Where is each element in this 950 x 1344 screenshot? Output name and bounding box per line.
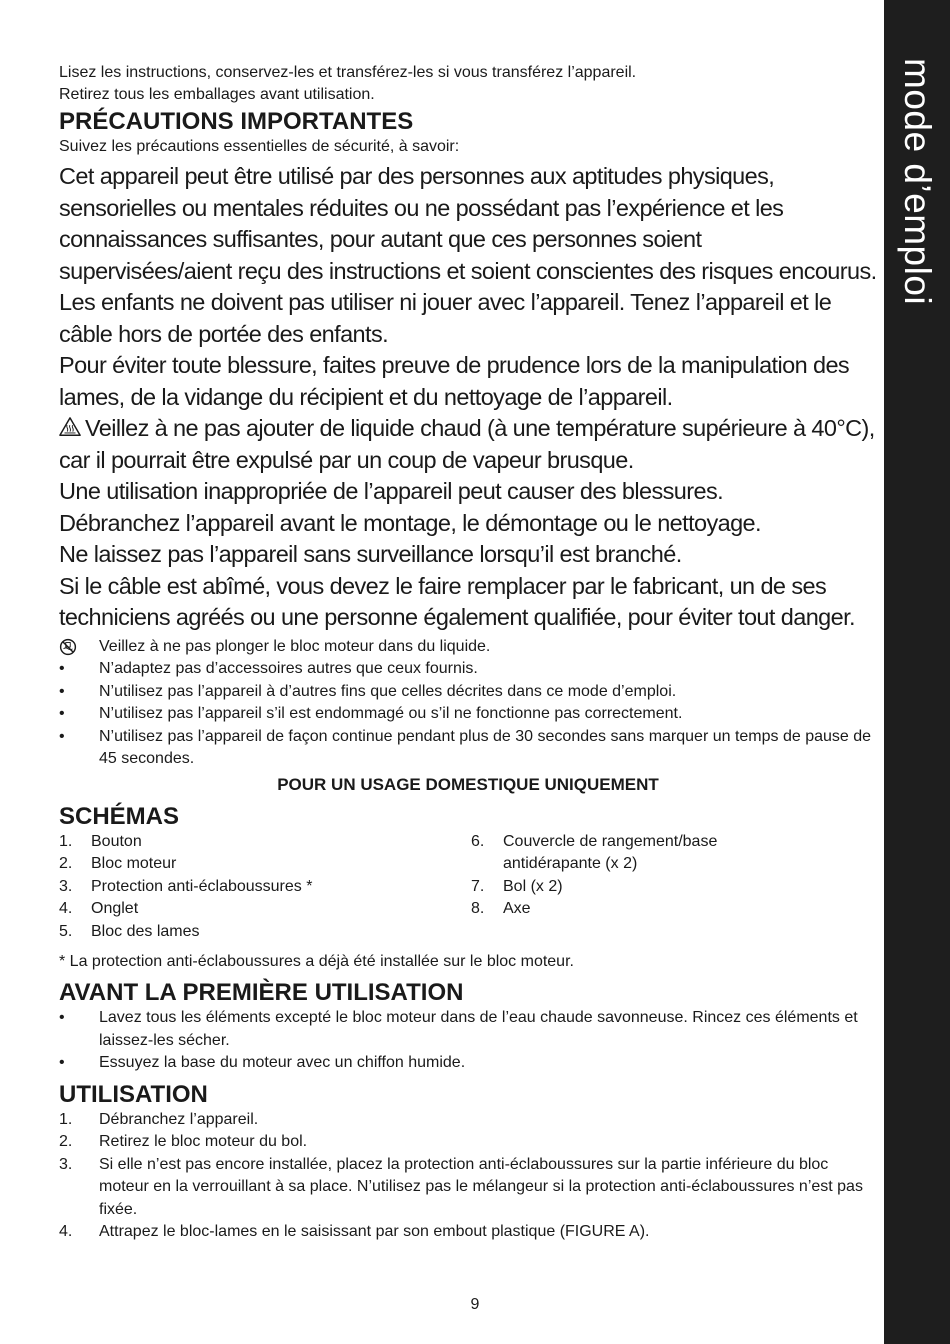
list-item-text: Veillez à ne pas plonger le bloc moteur dans du liquide. (99, 637, 491, 655)
precautions-bullets (59, 636, 877, 771)
bullet: • (59, 705, 65, 722)
schemas-right-column (471, 831, 801, 944)
page-content (59, 62, 877, 1244)
side-tab-label: mode d’emploi (897, 58, 938, 306)
list-item (59, 681, 877, 704)
list-item-text: N’adaptez pas d’accessoires autres que ceux fournis. (99, 660, 478, 677)
list-item-text: Lavez tous les éléments excepté le bloc moteur dans de l’eau chaude savonneuse. Rincez ces éléments et laissez-les sécher. (99, 1009, 858, 1049)
bullet: • (59, 660, 65, 677)
intro-line: Retirez tous les emballages avant utilisation. (59, 86, 375, 103)
list-item: 5. Bloc des lames (59, 922, 200, 940)
precaution-paragraph: Cet appareil peut être utilisé par des personnes aux aptitudes physiques, sensorielles ou mentales réduites ou ne possédant pas l’expérience et les connaissances suffisantes, pour autant que ces personnes soient supervisées/aient reçu des instructions et soient conscientes des risques encourus. Les enfants ne doivent pas utiliser ni jouer avec l’appareil. Tenez l’appareil et le câble hors de portée des enfants. (59, 163, 877, 347)
intro (59, 62, 877, 106)
schemas-footnote: * La protection anti-éclaboussures a déjà été installée sur le bloc moteur. (59, 953, 574, 970)
hot-liquid-warning (59, 413, 877, 476)
list-item: 3. Si elle n’est pas encore installée, placez la protection anti-éclaboussures sur la partie inférieure du bloc moteur en la verrouillant à sa place. N’utilisez pas le mélangeur si la protection anti-éclaboussures n’est pas fixée. (59, 1155, 863, 1218)
list-item (59, 726, 877, 771)
list-item-text: Si elle n’est pas encore installée, placez la protection anti-éclaboussures sur la partie inférieure du bloc moteur en la verrouillant à sa place. N’utilisez pas le mélangeur si la protection anti-éclaboussures n’est pas fixée. (99, 1155, 863, 1218)
intro-line: Lisez les instructions, conservez-les et transférez-les si vous transférez l’appareil. (59, 64, 637, 81)
hot-liquid-warning-text: Veillez à ne pas ajouter de liquide chaud (à une température supérieure à 40°C), car il pourrait être expulsé par un coup de vapeur brusque. (59, 415, 875, 473)
usage-steps (59, 1109, 877, 1244)
list-item: 2. Retirez le bloc moteur du bol. (59, 1133, 308, 1150)
list-item (59, 658, 877, 681)
list-item (59, 636, 877, 659)
usage-title: UTILISATION (59, 1080, 208, 1108)
list-item: 1. Bouton (59, 832, 142, 850)
list-item (59, 1052, 877, 1075)
list-item-text: Essuyez la base du moteur avec un chiffon humide. (99, 1054, 466, 1071)
hot-surface-warning-icon (59, 416, 81, 438)
list-item: 8. Axe (471, 900, 531, 917)
schemas-left-column (59, 831, 471, 944)
list-item: 6. Couvercle de rangement/base antidérapante (x 2) (471, 832, 718, 872)
list-item-text: N’utilisez pas l’appareil à d’autres fins que celles décrites dans ce mode d’emploi. (99, 682, 677, 700)
do-not-immerse-icon (58, 638, 78, 656)
bullet: • (59, 1009, 65, 1026)
precaution-paragraph: Pour éviter toute blessure, faites preuve de prudence lors de la manipulation des lames, de la vidange du récipient et du nettoyage de l’appareil. (59, 352, 850, 410)
precaution-paragraph: Débranchez l’appareil avant le montage, le démontage ou le nettoyage. (59, 509, 761, 536)
schemas-list (59, 831, 877, 944)
domestic-use-notice: POUR UN USAGE DOMESTIQUE UNIQUEMENT (277, 774, 659, 794)
list-item: 4. Onglet (59, 900, 139, 917)
list-item: 1. Débranchez l’appareil. (59, 1110, 259, 1128)
precaution-paragraph: Si le câble est abîmé, vous devez le faire remplacer par le fabricant, un de ses techniciens agréés ou une personne également qualifiée, pour éviter tout danger. (59, 572, 855, 630)
first-use-bullets (59, 1007, 877, 1075)
first-use-title: AVANT LA PREMIÈRE UTILISATION (59, 979, 464, 1006)
bullet: • (59, 682, 65, 700)
list-item (59, 703, 877, 726)
list-item-text: N’utilisez pas l’appareil de façon continue pendant plus de 30 secondes sans marquer un temps de pause de 45 secondes. (99, 727, 872, 767)
precaution-paragraph: Une utilisation inappropriée de l’appareil peut causer des blessures. (59, 478, 724, 504)
list-item: 3. Protection anti-éclaboussures * (59, 877, 313, 895)
schemas-title: SCHÉMAS (59, 802, 180, 830)
page-number: 9 (470, 1296, 480, 1313)
list-item-text: Débranchez l’appareil. (99, 1110, 259, 1128)
precautions-subtitle: Suivez les précautions essentielles de sécurité, à savoir: (59, 138, 460, 155)
list-item-text: Attrapez le bloc-lames en le saisissant par son embout plastique (FIGURE A). (99, 1223, 650, 1240)
list-item: 2. Bloc moteur (59, 855, 177, 872)
bullet: • (59, 1054, 65, 1071)
list-item-text: N’utilisez pas l’appareil s’il est endommagé ou s’il ne fonctionne pas correctement. (99, 705, 683, 722)
precautions-title: PRÉCAUTIONS IMPORTANTES (59, 108, 414, 135)
list-item (59, 1007, 877, 1052)
list-item: 7. Bol (x 2) (471, 877, 563, 895)
bullet: • (59, 727, 65, 745)
precautions-large-text (59, 161, 877, 634)
list-item: 4. Attrapez le bloc-lames en le saisissant par son embout plastique (FIGURE A). (59, 1223, 650, 1240)
list-item-text: Retirez le bloc moteur du bol. (99, 1133, 308, 1150)
precaution-paragraph: Ne laissez pas l’appareil sans surveillance lorsqu’il est branché. (59, 541, 682, 567)
